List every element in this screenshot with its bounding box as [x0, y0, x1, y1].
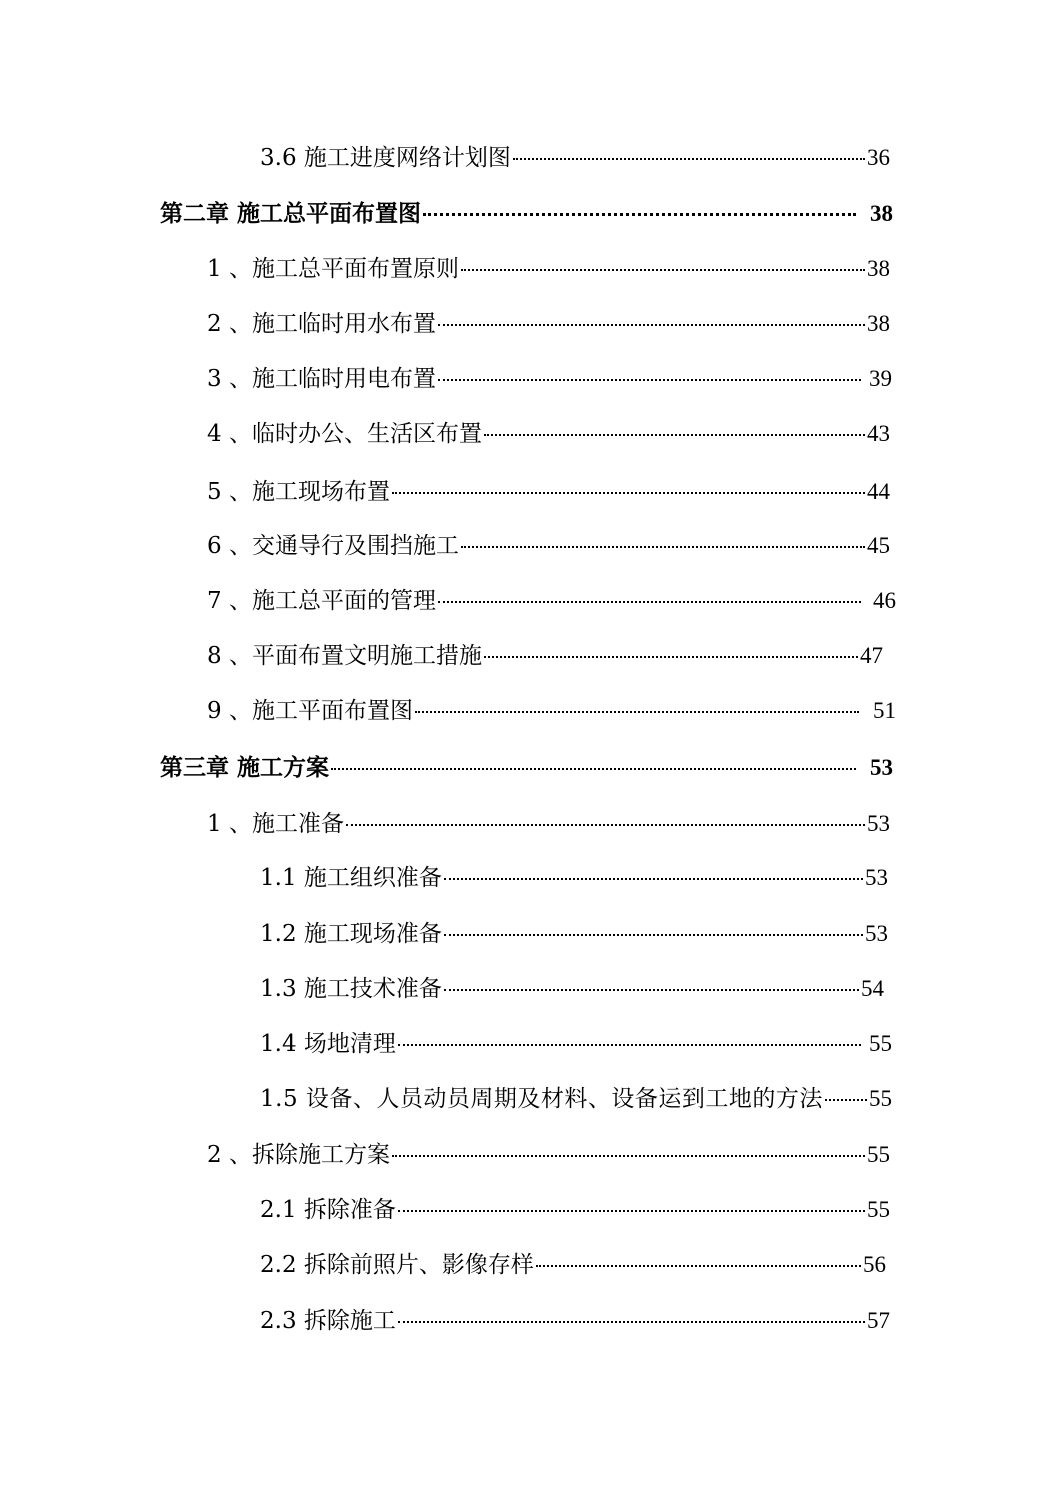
toc-entry-page: 53 [870, 755, 893, 780]
dot-leader [331, 768, 856, 770]
dot-leader [825, 1099, 867, 1101]
toc-entry[interactable] [260, 1084, 892, 1114]
dot-leader [392, 492, 865, 494]
toc-entry[interactable] [260, 1306, 890, 1336]
toc-entry[interactable] [207, 531, 890, 561]
dot-leader [438, 379, 861, 381]
dot-leader [398, 1321, 865, 1323]
toc-entry[interactable] [207, 477, 890, 507]
toc-entry-label: 1.3 施工技术准备 [260, 976, 442, 1002]
toc-entry-page: 36 [867, 145, 890, 170]
toc-chapter-entry[interactable] [160, 753, 893, 783]
toc-entry-label: 1.1 施工组织准备 [260, 865, 442, 891]
dot-leader [438, 324, 865, 326]
dot-leader [484, 656, 858, 658]
toc-entry-page: 38 [870, 201, 893, 226]
toc-entry-page: 53 [865, 865, 888, 890]
toc-entry-page: 53 [865, 921, 888, 946]
toc-entry-page: 51 [873, 698, 896, 723]
toc-entry[interactable] [260, 1250, 886, 1280]
dot-leader [536, 1265, 861, 1267]
toc-entry[interactable] [207, 641, 883, 671]
dot-leader [513, 158, 865, 160]
toc-entry[interactable] [260, 1195, 890, 1225]
dot-leader [438, 601, 861, 603]
toc-entry-page: 43 [867, 421, 890, 446]
toc-entry-label: 2 、施工临时用水布置 [207, 311, 436, 337]
toc-entry-label: 2.2 拆除前照片、影像存样 [260, 1252, 534, 1278]
toc-entry[interactable] [260, 919, 888, 949]
dot-leader [392, 1155, 865, 1157]
toc-entry-label: 第二章 施工总平面布置图 [160, 200, 422, 227]
toc-entry-label: 1.2 施工现场准备 [260, 921, 442, 947]
toc-entry[interactable] [207, 364, 892, 394]
dot-leader [423, 213, 856, 216]
toc-entry-page: 45 [867, 533, 890, 558]
toc-entry[interactable] [207, 309, 890, 339]
toc-entry-label: 7 、施工总平面的管理 [207, 588, 436, 614]
toc-entry-label: 1.5 设备、人员动员周期及材料、设备运到工地的方法 [260, 1086, 823, 1112]
toc-entry-label: 1.4 场地清理 [260, 1031, 396, 1057]
toc-entry-label: 2.1 拆除准备 [260, 1197, 396, 1223]
toc-entry-label: 2 、拆除施工方案 [207, 1142, 390, 1168]
toc-entry[interactable] [207, 254, 890, 284]
toc-entry-page: 47 [860, 643, 883, 668]
toc-entry-label: 2.3 拆除施工 [260, 1308, 396, 1334]
toc-entry-page: 55 [867, 1197, 890, 1222]
toc-entry-label: 3.6 施工进度网络计划图 [260, 145, 511, 171]
toc-entry-page: 46 [873, 588, 896, 613]
toc-entry-page: 55 [869, 1031, 892, 1056]
toc-entry-page: 53 [867, 811, 890, 836]
dot-leader [415, 711, 859, 713]
toc-entry[interactable] [260, 974, 884, 1004]
dot-leader [346, 824, 865, 826]
toc-entry-label: 3 、施工临时用电布置 [207, 366, 436, 392]
toc-entry[interactable] [207, 809, 890, 839]
toc-entry-page: 55 [867, 1142, 890, 1167]
toc-entry-label: 5 、施工现场布置 [207, 479, 390, 505]
toc-entry[interactable] [260, 143, 890, 173]
toc-entry-page: 38 [867, 311, 890, 336]
toc-entry[interactable] [207, 419, 890, 449]
toc-entry-label: 第三章 施工方案 [160, 754, 330, 781]
dot-leader [398, 1044, 861, 1046]
toc-entry-page: 38 [867, 256, 890, 281]
dot-leader [461, 269, 865, 271]
toc-entry-page: 57 [867, 1308, 890, 1333]
dot-leader [444, 878, 863, 880]
toc-entry-label: 8 、平面布置文明施工措施 [207, 643, 482, 669]
dot-leader [444, 989, 859, 991]
dot-leader [398, 1210, 865, 1212]
toc-entry-page: 55 [869, 1086, 892, 1111]
toc-entry-label: 4 、临时办公、生活区布置 [207, 421, 482, 447]
toc-entry-page: 39 [869, 366, 892, 391]
toc-entry[interactable] [260, 1029, 892, 1059]
toc-entry[interactable] [207, 696, 896, 726]
toc-entry-label: 6 、交通导行及围挡施工 [207, 533, 459, 559]
toc-entry-label: 1 、施工总平面布置原则 [207, 256, 459, 282]
toc-entry-page: 54 [861, 976, 884, 1001]
toc-chapter-entry[interactable] [160, 199, 893, 229]
toc-entry[interactable] [207, 586, 896, 616]
dot-leader [484, 434, 865, 436]
toc-entry-page: 44 [867, 479, 890, 504]
toc-entry[interactable] [207, 1140, 890, 1170]
toc-entry-label: 9 、施工平面布置图 [207, 698, 413, 724]
dot-leader [461, 546, 865, 548]
dot-leader [444, 934, 863, 936]
toc-entry-label: 1 、施工准备 [207, 811, 344, 837]
toc-entry[interactable] [260, 863, 888, 893]
toc-entry-page: 56 [863, 1252, 886, 1277]
